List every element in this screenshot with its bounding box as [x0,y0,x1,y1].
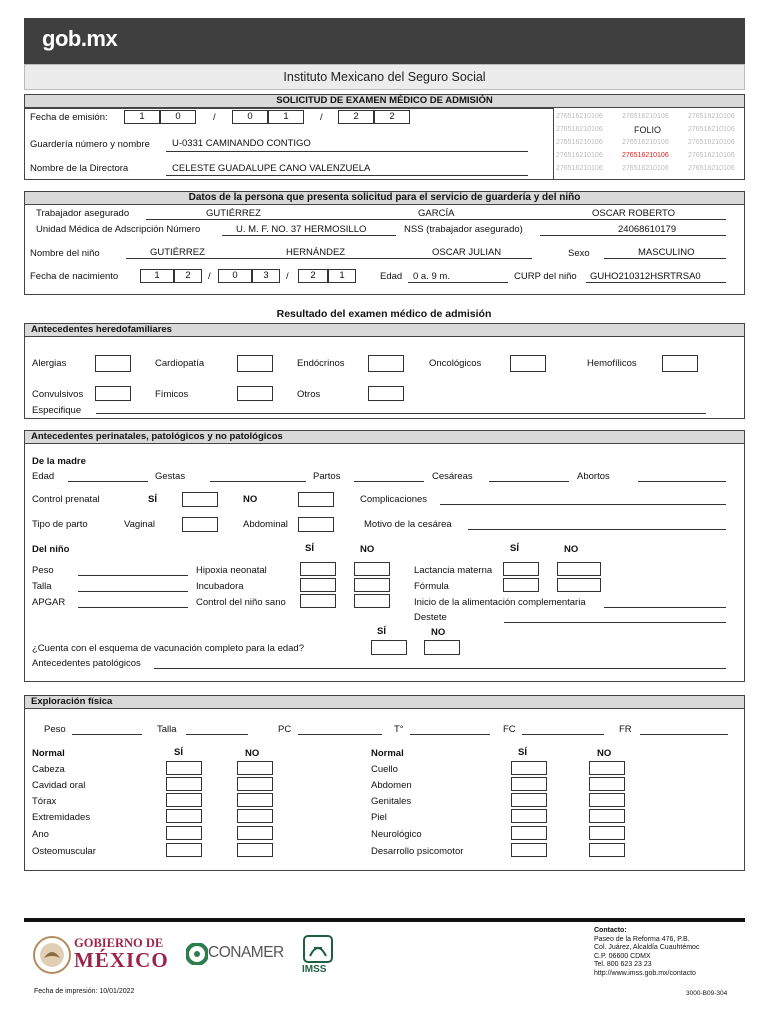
nino-talla-input[interactable] [78,591,188,592]
control-sano-si-checkbox[interactable] [300,594,336,608]
curp-label: CURP del niño [514,271,577,282]
abortos-input[interactable] [638,481,726,482]
endocrinos-checkbox[interactable] [368,355,404,372]
especifique-label: Especifique [32,405,82,416]
exploracion-right-si-checkbox[interactable] [511,761,547,775]
temperatura-input[interactable] [410,734,490,735]
hipoxia-no-checkbox[interactable] [354,562,390,576]
dob-label: Fecha de nacimiento [30,271,119,282]
exploracion-left-no-checkbox[interactable] [237,843,273,857]
destete-input[interactable] [504,622,726,623]
worker-surname1[interactable]: GUTIÉRREZ [206,208,261,219]
gobierno-line2: MÉXICO [74,948,169,972]
si-label: SÍ [377,626,386,637]
no-label: NO [245,748,260,759]
exploracion-left-label: Cavidad oral [32,780,86,791]
vaginal-checkbox[interactable] [182,517,218,532]
exploracion-left-si-checkbox[interactable] [166,809,202,823]
talla-label: Talla [157,724,177,735]
formula-label: Fórmula [414,581,449,592]
control-sano-label: Control del niño sano [196,597,286,608]
exploracion-right-si-checkbox[interactable] [511,826,547,840]
result-title: Resultado del examen médico de admisión [276,308,492,320]
fc-label: FC [503,724,516,735]
hemofilicos-checkbox[interactable] [662,355,698,372]
folio-label: FOLIO [634,125,662,135]
formula-si-checkbox[interactable] [503,578,539,592]
exploracion-right-label: Piel [371,812,387,823]
emission-day-2[interactable]: 0 [160,110,196,124]
exploracion-left-label: Tórax [32,796,57,807]
no-label: NO [564,544,579,555]
cardiopatia-checkbox[interactable] [237,355,273,372]
director-label: Nombre de la Directora [30,163,129,174]
endocrinos-label: Endócrinos [297,358,345,369]
exploracion-left-no-checkbox[interactable] [237,777,273,791]
exploracion-left-label: Cabeza [32,764,65,775]
si-label: SÍ [174,747,183,758]
normal-heading-right: Normal [371,748,404,759]
exploracion-left-si-checkbox[interactable] [166,777,202,791]
exploracion-right-no-checkbox[interactable] [589,826,625,840]
institute-title: Instituto Mexicano del Seguro Social [24,64,745,90]
lactancia-label: Lactancia materna [414,565,493,576]
folio-number: 276516210106 [622,152,669,159]
exploracion-right-no-checkbox[interactable] [589,843,625,857]
otros-label: Otros [297,389,321,400]
peso-input[interactable] [72,734,142,735]
exploracion-left-si-checkbox[interactable] [166,761,202,775]
otros-checkbox[interactable] [368,386,404,401]
contact-block [594,927,744,978]
exploracion-right-label: Genitales [371,796,412,807]
destete-label: Destete [414,612,447,623]
date-separator: / [286,271,289,282]
exploracion-right-label: Cuello [371,764,398,775]
especifique-input[interactable] [96,413,706,414]
oncologicos-label: Oncológicos [429,358,482,369]
madre-heading: De la madre [32,456,86,467]
exploracion-left-no-checkbox[interactable] [237,761,273,775]
fr-label: FR [619,724,632,735]
cesareas-input[interactable] [489,481,569,482]
dob-month-2[interactable]: 3 [252,269,280,283]
gobierno-line1: GOBIERNO DE [74,936,164,950]
lactancia-si-checkbox[interactable] [503,562,539,576]
si-label: SÍ [148,494,157,505]
alimentacion-label: Inicio de la alimentación complementaria [414,597,586,608]
emission-year-2[interactable]: 2 [374,110,410,124]
exploracion-left-label: Osteomuscular [32,846,96,857]
vaginal-label: Vaginal [124,519,155,530]
heredo-title: Antecedentes heredofamiliares [25,324,744,337]
alergias-checkbox[interactable] [95,355,131,372]
nursery-label: Guardería número y nombre [30,139,150,150]
hemofilicos-label: Hemofílicos [587,358,637,369]
gestas-label: Gestas [155,471,186,482]
exploracion-title: Exploración física [25,696,744,709]
cesareas-label: Cesáreas [432,471,473,482]
gobmx-logo[interactable]: gob.mx [42,26,118,51]
imss-logo [300,934,336,978]
imss-eagle-icon [302,934,334,964]
dob-day-2[interactable]: 2 [174,269,202,283]
formula-no-checkbox[interactable] [557,578,601,592]
contact-line: Col. Juárez, Alcaldía Cuauhtémoc [594,944,700,951]
footer-rule [24,918,745,922]
complicaciones-input[interactable] [440,504,726,505]
abortos-label: Abortos [577,471,610,482]
no-label: NO [243,494,258,505]
conamer-logo [186,942,282,968]
gobierno-logo [32,932,172,978]
fc-input[interactable] [522,734,604,735]
dob-day-1[interactable]: 1 [140,269,174,283]
hipoxia-si-checkbox[interactable] [300,562,336,576]
worker-names[interactable]: OSCAR ROBERTO [592,208,676,219]
partos-label: Partos [313,471,341,482]
form-title: SOLICITUD DE EXAMEN MÉDICO DE ADMISIÓN [25,95,744,108]
age-value[interactable]: 0 a. 9 m. [413,271,450,282]
alergias-label: Alergias [32,358,67,369]
imss-text: IMSS [302,964,327,975]
exploracion-left-no-checkbox[interactable] [237,809,273,823]
nino-heading: Del niño [32,544,70,555]
complicaciones-label: Complicaciones [360,494,428,505]
worker-label: Trabajador asegurado [36,208,130,219]
control-sano-no-checkbox[interactable] [354,594,390,608]
no-label: NO [431,627,446,638]
contact-link[interactable]: http://www.imss.gob.mx/contacto [594,969,696,977]
control-prenatal-label: Control prenatal [32,494,100,505]
motivo-cesarea-label: Motivo de la cesárea [364,519,452,530]
motivo-cesarea-input[interactable] [468,529,726,530]
exploracion-right-si-checkbox[interactable] [511,793,547,807]
nss-value[interactable]: 24068610179 [618,224,677,235]
abdominal-checkbox[interactable] [298,517,334,532]
patologicos-label: Antecedentes patológicos [32,658,141,669]
incubadora-no-checkbox[interactable] [354,578,390,592]
cardiopatia-label: Cardiopatía [155,358,205,369]
site-header [24,18,745,64]
normal-heading-left: Normal [32,748,65,759]
eagle-emblem-icon [32,934,72,976]
nino-peso-label: Peso [32,565,54,576]
conamer-text: CONAMER [208,944,284,961]
child-names[interactable]: OSCAR JULIAN [432,247,502,258]
dob-year-2[interactable]: 1 [328,269,356,283]
peso-label: Peso [44,724,66,735]
hipoxia-label: Hipoxia neonatal [196,565,267,576]
gestas-input[interactable] [210,481,306,482]
pc-input[interactable] [298,734,382,735]
nursery-value[interactable]: U-0331 CAMINANDO CONTIGO [172,138,311,149]
lactancia-no-checkbox[interactable] [557,562,601,576]
child-label: Nombre del niño [30,248,100,259]
no-label: NO [597,748,612,759]
patologicos-input[interactable] [154,668,726,669]
exploracion-right-label: Desarrollo psicomotor [371,846,464,857]
date-separator: / [213,112,216,123]
exploracion-left-si-checkbox[interactable] [166,843,202,857]
conamer-icon [186,943,208,965]
exploracion-right-no-checkbox[interactable] [589,793,625,807]
fimicos-label: Fímicos [155,389,189,400]
date-separator: / [208,271,211,282]
vacunacion-no-checkbox[interactable] [424,640,460,655]
exploracion-left-label: Extremidades [32,812,91,823]
convulsivos-label: Convulsivos [32,389,84,400]
dob-year-1[interactable]: 2 [298,269,328,283]
worker-surname2[interactable]: GARCÍA [418,208,455,219]
nino-peso-input[interactable] [78,575,188,576]
exploracion-right-si-checkbox[interactable] [511,777,547,791]
date-separator: / [320,112,323,123]
vacunacion-si-checkbox[interactable] [371,640,407,655]
si-label: SÍ [510,543,519,554]
form-code: 3000-B09-304 [686,990,728,997]
control-prenatal-no-checkbox[interactable] [298,492,334,507]
exploracion-left-no-checkbox[interactable] [237,793,273,807]
contact-line: Paseo de la Reforma 476, P.B. [594,935,690,943]
curp-value[interactable]: GUHO210312HSRTRSA0 [590,271,701,282]
contact-title: Contacto: [594,927,627,934]
temperatura-label: T° [394,724,404,735]
exploracion-right-si-checkbox[interactable] [511,843,547,857]
child-surname1[interactable]: GUTIÉRREZ [150,247,205,258]
exploracion-left-no-checkbox[interactable] [237,826,273,840]
emission-date-label: Fecha de emisión: [30,112,108,123]
control-prenatal-si-checkbox[interactable] [182,492,218,507]
exploracion-right-no-checkbox[interactable] [589,777,625,791]
exploracion-right-si-checkbox[interactable] [511,809,547,823]
exploracion-left-si-checkbox[interactable] [166,826,202,840]
age-label: Edad [380,271,403,282]
madre-edad-label: Edad [32,471,55,482]
exploracion-right-no-checkbox[interactable] [589,761,625,775]
si-label: SÍ [518,747,527,758]
child-surname2[interactable]: HERNÁNDEZ [286,247,346,258]
abdominal-label: Abdominal [243,519,288,530]
director-value[interactable]: CELESTE GUADALUPE CANO VALENZUELA [172,163,371,174]
emission-month-1[interactable]: 0 [232,110,268,124]
oncologicos-checkbox[interactable] [510,355,546,372]
umf-label: Unidad Médica de Adscripción Número [36,224,201,235]
print-date: Fecha de impresión: 10/01/2022 [34,988,135,995]
si-label: SÍ [305,543,314,554]
fimicos-checkbox[interactable] [237,386,273,401]
persona-title: Datos de la persona que presenta solicitud para el servicio de guardería y del niño [25,192,744,205]
nino-talla-label: Talla [32,581,52,592]
perinatal-title: Antecedentes perinatales, patológicos y no patológicos [25,431,744,444]
contact-line: C.P. 06600 CDMX [594,952,651,960]
apgar-input[interactable] [78,607,188,608]
talla-input[interactable] [186,734,248,735]
exploracion-right-no-checkbox[interactable] [589,809,625,823]
vacunacion-label: ¿Cuenta con el esquema de vacunación completo para la edad? [32,643,304,654]
incubadora-si-checkbox[interactable] [300,578,336,592]
tipo-parto-label: Tipo de parto [32,519,88,530]
emission-year-1[interactable]: 2 [338,110,374,124]
umf-value[interactable]: U. M. F. NO. 37 HERMOSILLO [236,224,367,235]
exploracion-right-label: Neurológico [371,829,422,840]
exploracion-right-label: Abdomen [371,780,412,791]
sex-label: Sexo [568,248,590,259]
apgar-label: APGAR [32,597,66,608]
no-label: NO [360,544,375,555]
contact-line: Tel. 800 623 23 23 [594,961,652,968]
convulsivos-checkbox[interactable] [95,386,131,401]
emission-day-1[interactable]: 1 [124,110,160,124]
sex-value[interactable]: MASCULINO [638,247,695,258]
madre-edad-input[interactable] [68,481,148,482]
exploracion-left-label: Ano [32,829,49,840]
emission-month-2[interactable]: 1 [268,110,304,124]
partos-input[interactable] [354,481,424,482]
alimentacion-input[interactable] [604,607,726,608]
pc-label: PC [278,724,292,735]
exploracion-left-si-checkbox[interactable] [166,793,202,807]
incubadora-label: Incubadora [196,581,244,592]
fr-input[interactable] [640,734,728,735]
nss-label: NSS (trabajador asegurado) [404,224,523,235]
dob-month-1[interactable]: 0 [218,269,252,283]
